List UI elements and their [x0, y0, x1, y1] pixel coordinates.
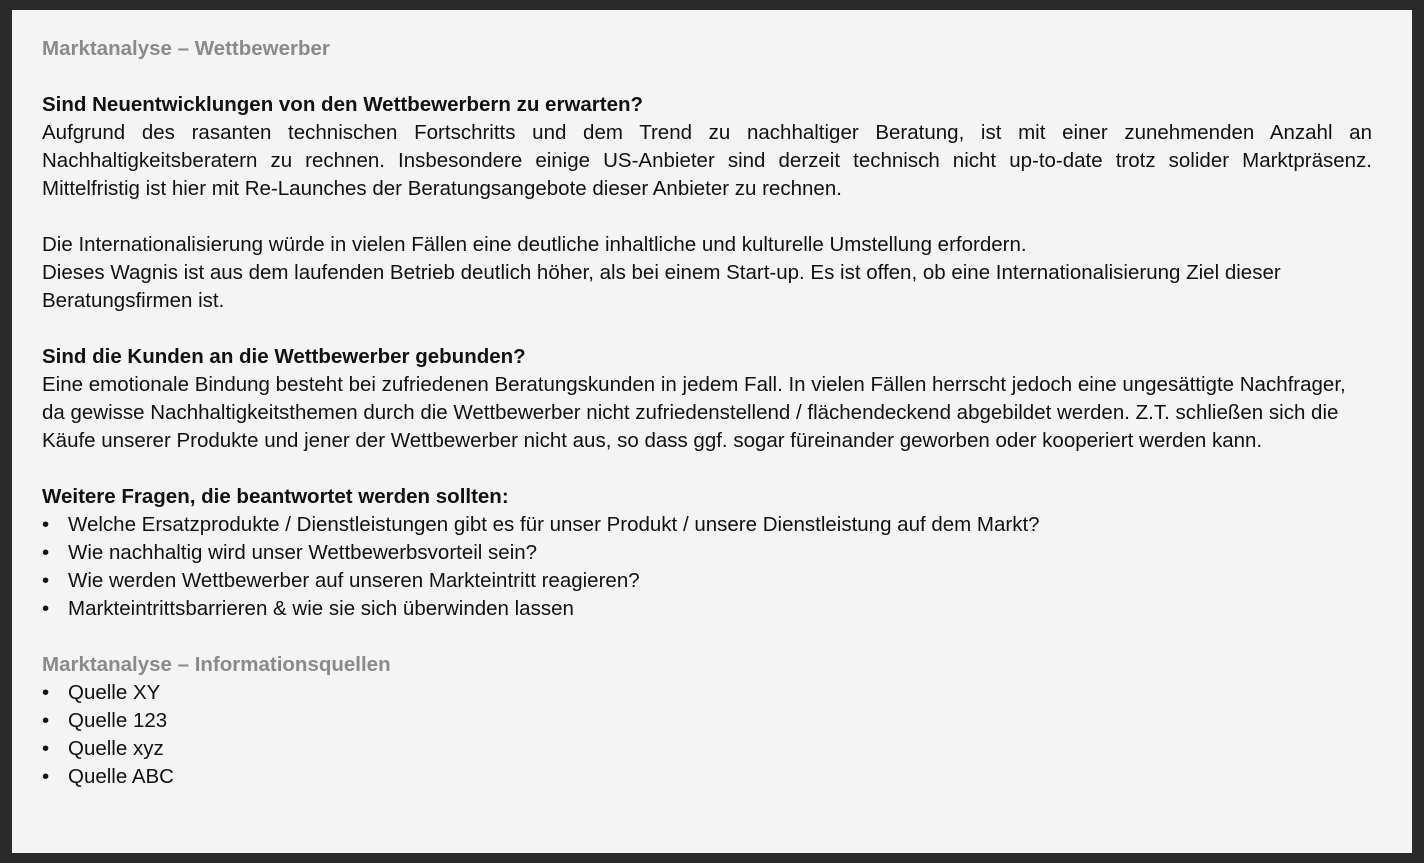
spacer	[42, 623, 1372, 651]
spacer	[42, 203, 1372, 231]
question-heading-new-developments: Sind Neuentwicklungen von den Wettbewerbern zu erwarten?	[42, 93, 644, 116]
list-item: • Wie werden Wettbewerber auf unseren Markteintritt reagieren?	[42, 567, 1372, 595]
sources-list	[42, 679, 1372, 791]
further-questions-list	[42, 511, 1372, 623]
section-title-sources: Marktanalyse – Informationsquellen	[42, 653, 391, 676]
paragraph-internationalization-line1: Die Internationalisierung würde in vielen Fällen eine deutliche inhaltliche und kulturelle Umstellung erfordern.	[42, 233, 1027, 256]
spacer	[42, 63, 1372, 91]
spacer	[42, 315, 1372, 343]
list-item: • Quelle 123	[42, 707, 1372, 735]
paragraph-customer-binding: Eine emotionale Bindung besteht bei zufriedenen Beratungskunden in jedem Fall. In vielen Fällen herrscht jedoch eine ungesättigte Nachfrager, da gewisse Nachhaltigkeitsthemen durch die Wettbewerber nicht zufriedenstellend / flächendeckend abgebildet werden. Z.T. schließen sich die Käufe unserer Produkte und jener der Wettbewerber nicht aus, so dass ggf. sogar füreinander geworben oder kooperiert werden kann.	[42, 373, 1346, 452]
list-item: • Quelle xyz	[42, 735, 1372, 763]
list-item: • Welche Ersatzprodukte / Dienstleistungen gibt es für unser Produkt / unsere Dienstleistung auf dem Markt?	[42, 511, 1372, 539]
question-heading-customer-binding: Sind die Kunden an die Wettbewerber gebunden?	[42, 345, 526, 368]
list-item: • Quelle ABC	[42, 763, 1372, 791]
slide-content	[42, 35, 1372, 791]
paragraph-internationalization-line2: Dieses Wagnis ist aus dem laufenden Betrieb deutlich höher, als bei einem Start-up. Es ist offen, ob eine Internationalisierung Ziel dieser Beratungsfirmen ist.	[42, 261, 1281, 312]
list-item: • Markteintrittsbarrieren & wie sie sich überwinden lassen	[42, 595, 1372, 623]
paragraph-new-developments: Aufgrund des rasanten technischen Fortschritts und dem Trend zu nachhaltiger Beratung, ist mit einer zunehmenden Anzahl an Nachhaltigkeitsberatern zu rechnen. Insbesondere einige US-Anbieter sind derzeit technisch nicht up-to-date trotz solider Marktpräsenz. Mittelfristig ist hier mit Re-Launches der Beratungsangebote dieser Anbieter zu rechnen.	[42, 121, 1372, 200]
spacer	[42, 455, 1372, 483]
question-heading-further-questions: Weitere Fragen, die beantwortet werden sollten:	[42, 485, 509, 508]
list-item: • Wie nachhaltig wird unser Wettbewerbsvorteil sein?	[42, 539, 1372, 567]
list-item: • Quelle XY	[42, 679, 1372, 707]
section-title-competitors: Marktanalyse – Wettbewerber	[42, 37, 330, 60]
